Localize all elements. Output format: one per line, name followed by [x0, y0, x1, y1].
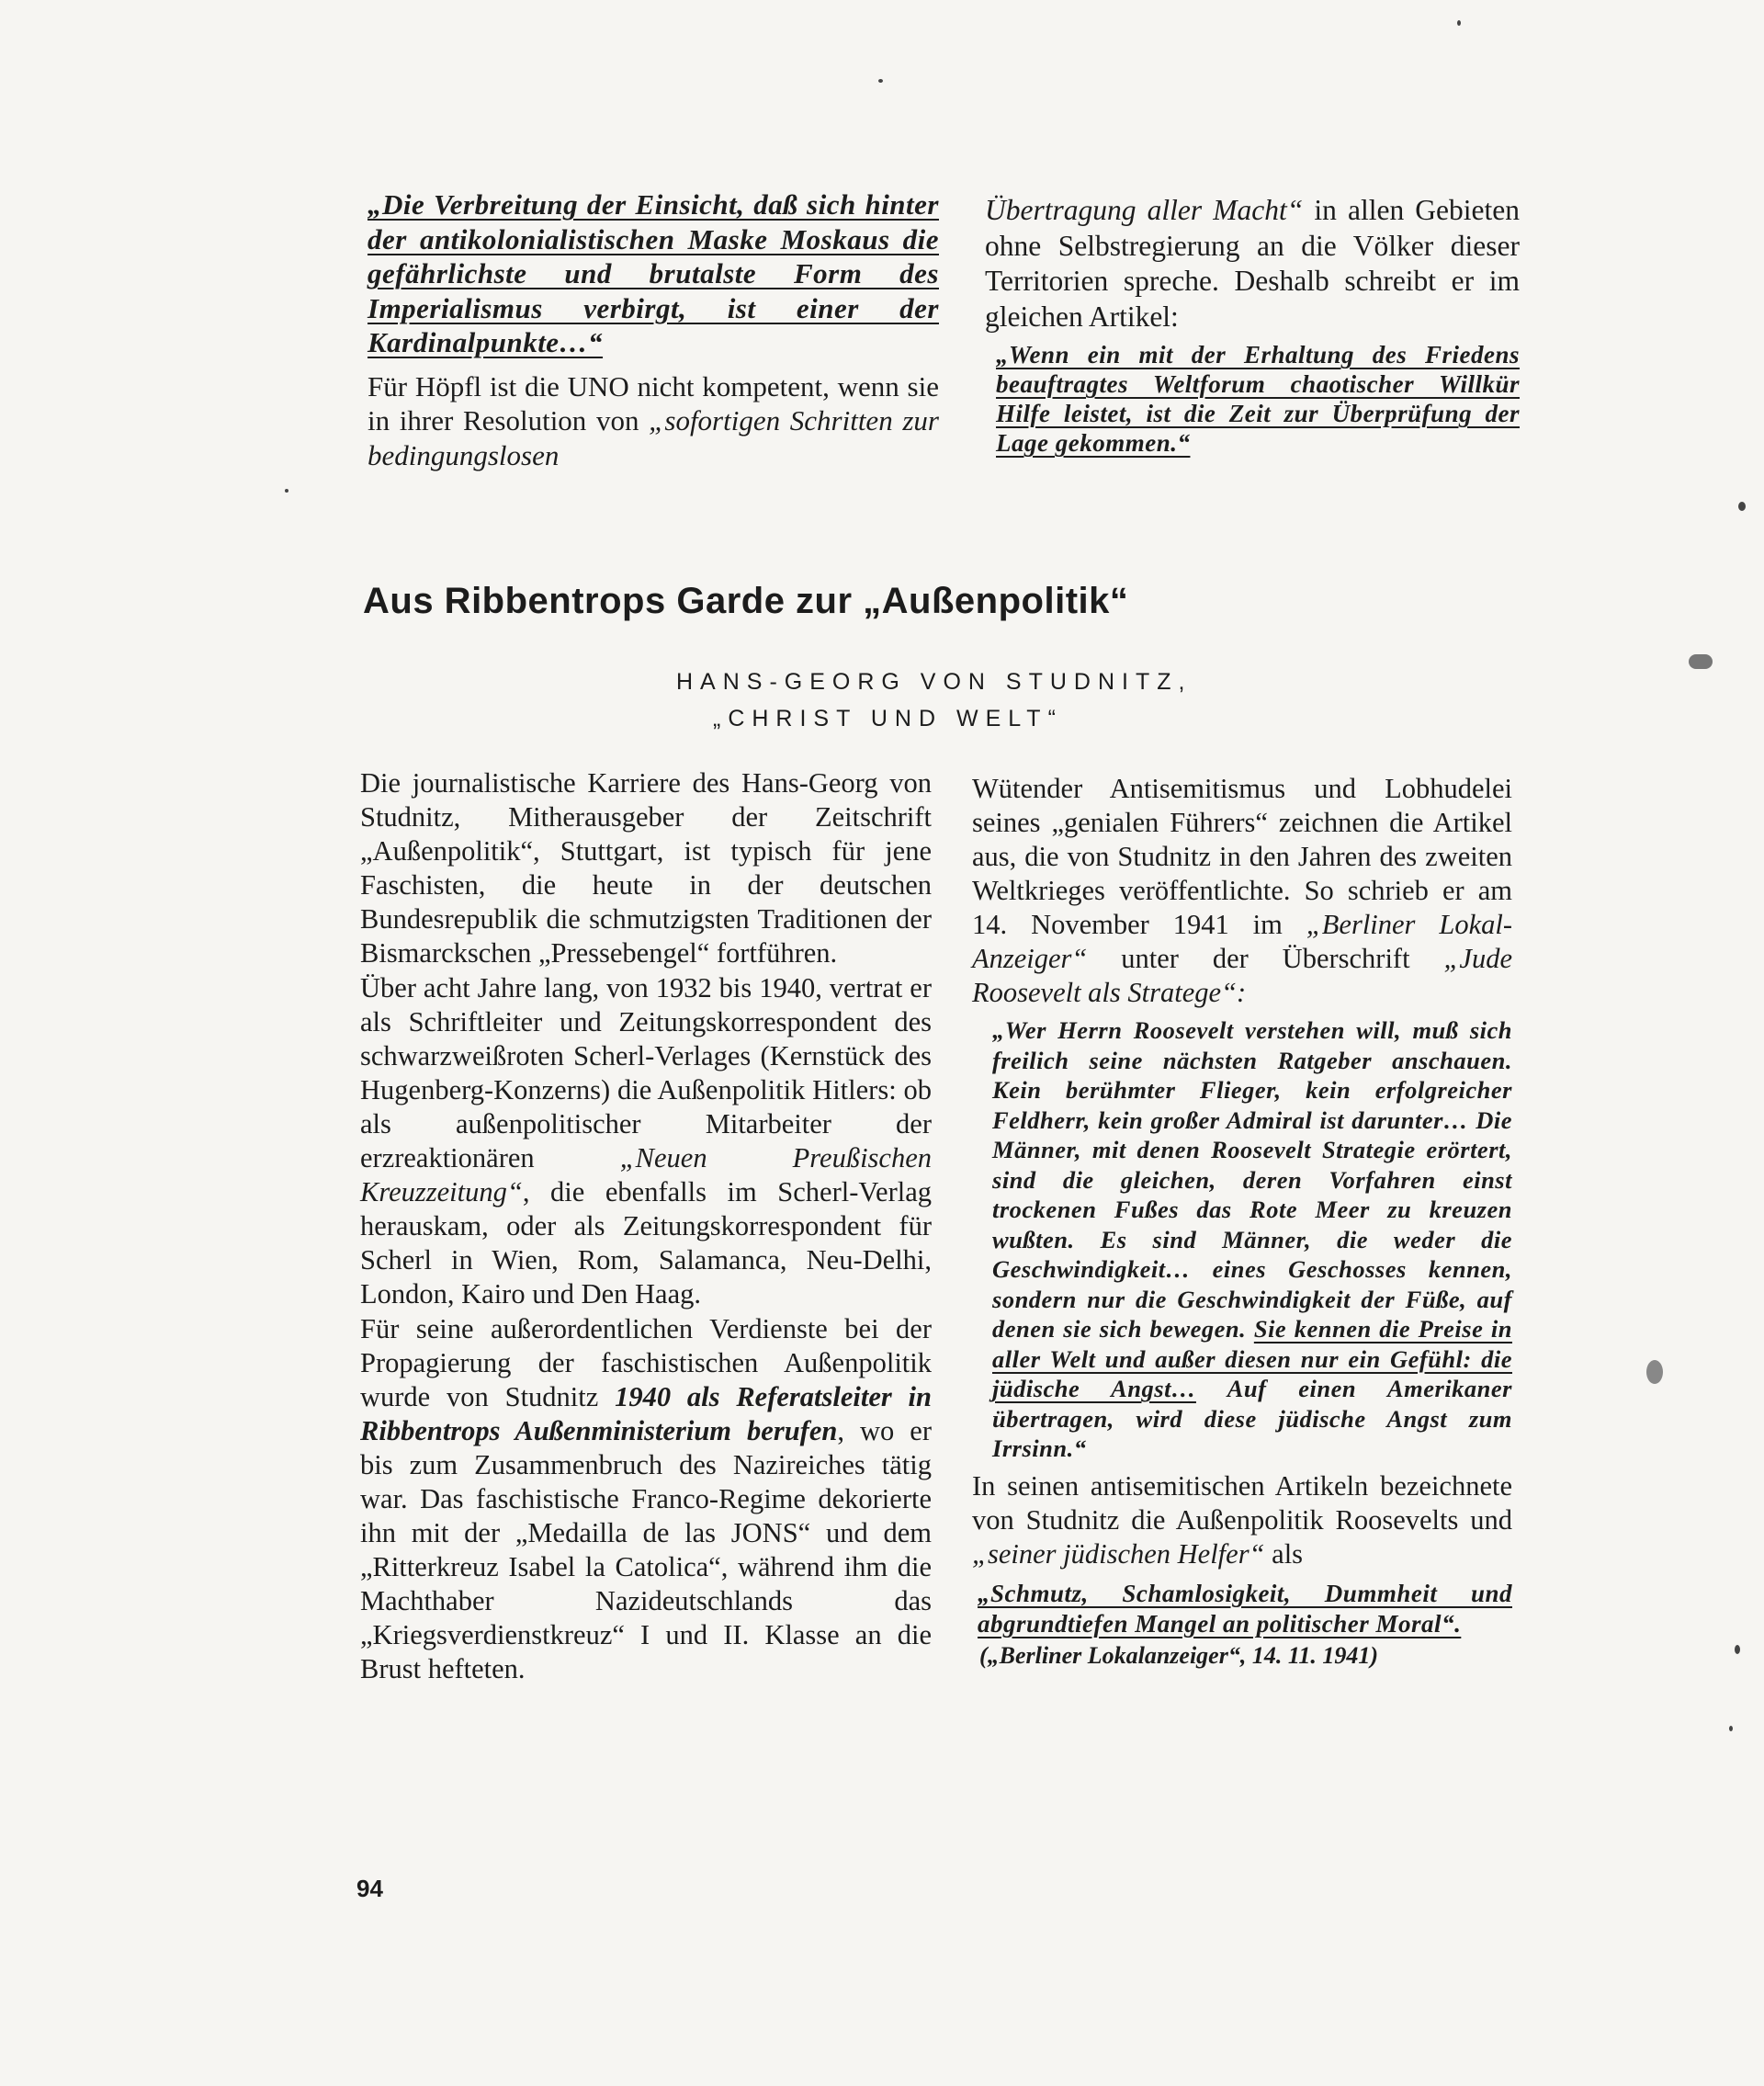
top-right-column	[985, 193, 1520, 458]
body-left-p2-a: Über acht Jahre lang, von 1932 bis 1940, vertrat er als Schriftleiter und Zeitungskorrespondent des schwarzweißroten Scherl-Verlages (Kernstück des Hugenberg-Konzerns) die Außenpolitik Hitlers: ob als außenpolitischer Mitarbeiter der erzreaktionären	[360, 971, 932, 1174]
top-left-column	[368, 187, 939, 472]
body-right-column	[972, 772, 1512, 1671]
body-left-paragraph-2	[360, 971, 932, 1312]
byline-publication: „CHRIST UND WELT“	[713, 706, 1063, 731]
scan-speck	[1738, 502, 1746, 511]
body-right-p2-italic: „seiner jüdischen Helfer“	[972, 1537, 1265, 1570]
body-right-p2-a: In seinen antisemitischen Artikeln bezeichnete von Studnitz die Außenpolitik Roosevelts und	[972, 1469, 1512, 1536]
body-right-p2-b: als	[1264, 1537, 1304, 1570]
body-left-p2-b: , die ebenfalls im Scherl-Verlag herauskam, oder als Zeitungskorrespondent für Scherl in Wien, Rom, Salamanca, Neu-Delhi, London, Kairo und Den Haag.	[360, 1176, 932, 1310]
top-left-paragraph	[368, 369, 939, 473]
body-right-p1-a: Wütender Antisemitismus und Lobhudelei seines „genialen Führers“ zeichnen die Artikel aus, die von Studnitz in den Jahren des zweiten Weltkrieges veröffentlichte. So schrieb er am 14. November 1941 im	[972, 773, 1512, 940]
body-right-quote-2: „Schmutz, Schamlosigkeit, Dummheit und abgrundtiefen Mangel an politischer Moral“.	[978, 1579, 1512, 1638]
scan-speck	[1729, 1726, 1733, 1731]
top-left-quote: „Die Verbreitung der Einsicht, daß sich hinter der antikolonialistischen Maske Moskaus die gefährlichste und brutalste Form des Imperialismus verbirgt, ist einer der Kardinalpunkte…“	[368, 188, 939, 358]
scan-speck	[1457, 20, 1461, 26]
article-heading: Aus Ribbentrops Garde zur „Außenpolitik“	[363, 581, 1129, 621]
body-right-p1-italic-1: „Berliner Lokal-Anzeiger“	[972, 909, 1512, 974]
top-right-italic: Übertragung aller Macht“	[985, 194, 1304, 226]
page-number: 94	[356, 1875, 383, 1902]
body-right-p1-b: unter der Überschrift	[1087, 943, 1444, 974]
body-right-paragraph-1	[972, 772, 1512, 1010]
body-left-p3-b: , wo er bis zum Zusammenbruch des Nazireiches tätig war. Das faschistische Franco-Regime dekorierte ihn mit der „Medailla de las JONS“ und dem „Ritterkreuz Isabel la Catolica“, während ihm die Machthaber Nazideutschlands das „Kriegsverdienstkreuz“ I und II. Klasse an die Brust hefteten.	[360, 1414, 932, 1685]
body-right-source: („Berliner Lokalanzeiger“, 14. 11. 1941)	[979, 1641, 1379, 1669]
top-right-text: in allen Gebieten ohne Selbstregierung an die Völker dieser Territorien spreche. Deshalb schreibt er im gleichen Artikel:	[985, 194, 1521, 333]
scan-speck	[1646, 1360, 1663, 1384]
body-left-p2-italic: „Neuen Preußischen Kreuzzeitung“	[360, 1142, 932, 1208]
body-left-p3-a: Für seine außerordentlichen Verdienste bei der Propagierung der faschistischen Außenpolitik wurde von Studnitz	[360, 1312, 932, 1412]
body-right-quote	[992, 1015, 1512, 1464]
top-left-italic: „sofortigen Schritten zur bedingungslosen	[368, 404, 939, 471]
top-right-paragraph	[985, 193, 1520, 334]
body-right-p1-italic-2: „Jude Roosevelt als Stratege“:	[972, 943, 1512, 1008]
scan-speck	[878, 79, 883, 83]
body-right-paragraph-2	[972, 1469, 1512, 1571]
body-left-paragraph-1: Die journalistische Karriere des Hans-Georg von Studnitz, Mitherausgeber der Zeitschrift „Außenpolitik“, Stuttgart, ist typisch für jene Faschisten, die heute in der deutschen Bundesrepublik die schmutzigsten Traditionen der Bismarckschen „Pressebengel“ fortführen.	[360, 767, 932, 969]
scan-speck	[285, 489, 288, 493]
scan-speck	[1735, 1645, 1740, 1654]
body-right-quote-b: Auf einen Amerikaner übertragen, wird diese jüdische Angst zum Irrsinn.“	[992, 1375, 1512, 1462]
body-left-column	[360, 766, 932, 1687]
scan-speck	[1689, 654, 1713, 669]
byline-author: HANS-GEORG VON STUDNITZ,	[676, 669, 1193, 695]
top-left-text: Für Höpfl ist die UNO nicht kompetent, wenn sie in ihrer Resolution von	[368, 369, 939, 436]
body-right-quote-underlined: Sie kennen die Preise in aller Welt und außer diesen nur ein Gefühl: die jüdische Angst…	[992, 1315, 1512, 1402]
byline	[676, 663, 1283, 737]
top-right-quote: „Wenn ein mit der Erhaltung des Friedens beauftragtes Weltforum chaotischer Willkür Hilfe leistet, ist die Zeit zur Überprüfung der Lage gekommen.“	[996, 341, 1520, 457]
body-left-paragraph-3	[360, 1312, 932, 1687]
body-right-quote-a: „Wer Herrn Roosevelt verstehen will, muß sich freilich seine nächsten Ratgeber anschauen. Kein berühmter Flieger, kein erfolgreicher Feldherr, kein großer Admiral ist darunter… Die Männer, mit denen Roosevelt Strategie erörtert, sind die gleichen, deren Vorfahren einst trockenen Fußes das Rote Meer zu kreuzen wußten. Es sind Männer, die weder die Geschwindigkeit… eines Geschosses kennen, sondern nur die Geschwindigkeit der Füße, auf denen sie sich bewegen.	[992, 1016, 1512, 1343]
body-left-p3-italic: 1940 als Referatsleiter in Ribbentrops Außenministerium berufen	[360, 1380, 932, 1446]
